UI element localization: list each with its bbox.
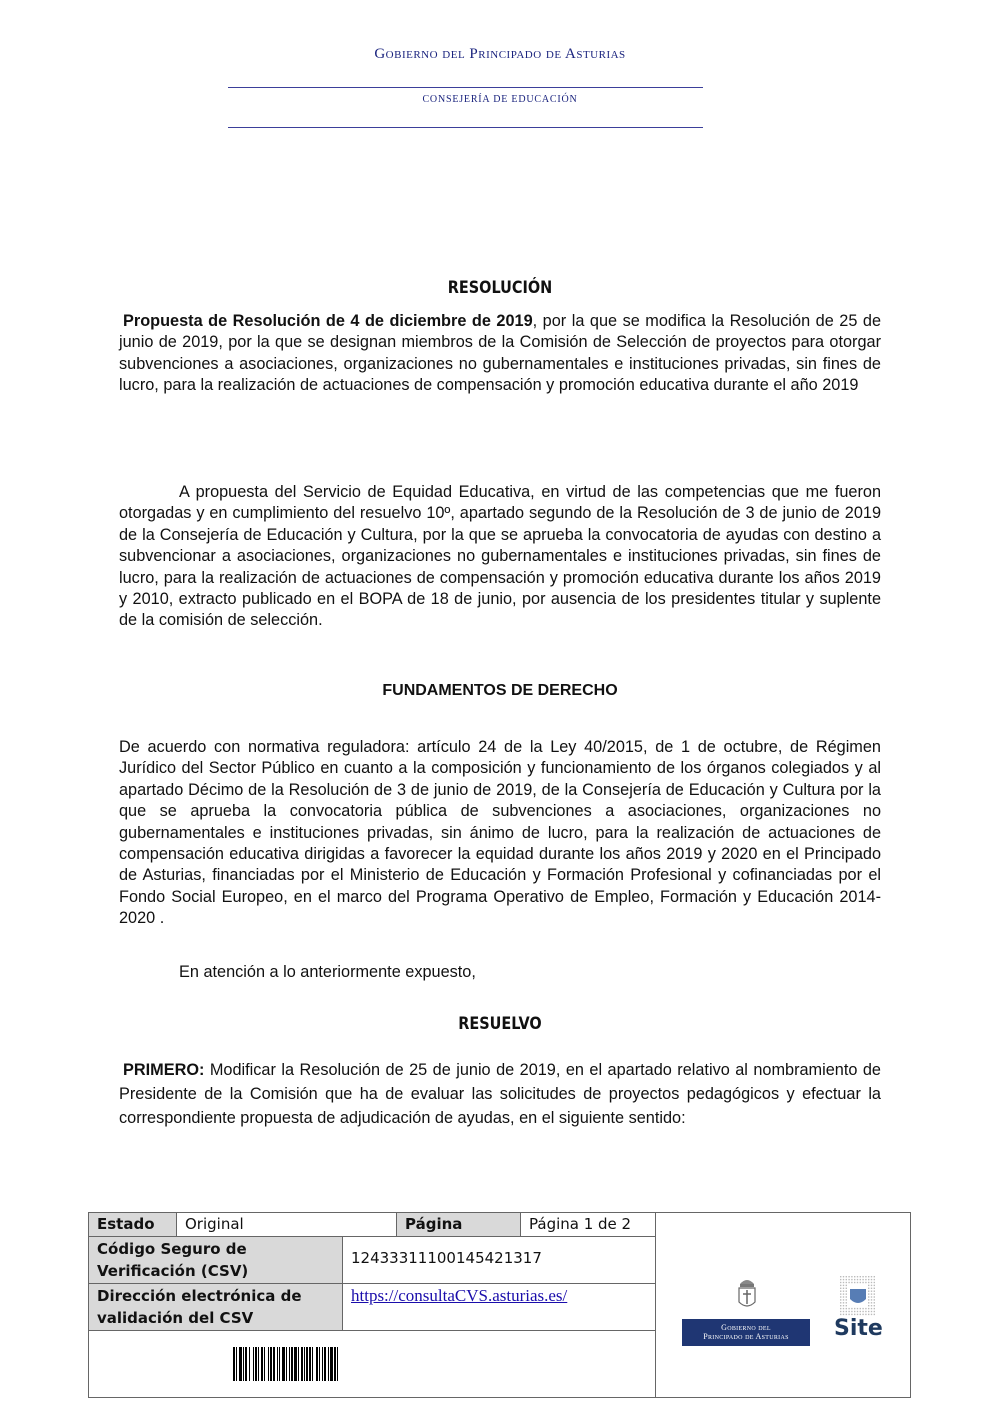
paragraph-propuesta: A propuesta del Servicio de Equidad Educativa, en virtud de las competencias que me fueron otorgadas y en cumplimiento del resuelvo 10º, apartado segundo de la Resolución de 3 de junio de 2019 de la Consejería de Educación y Cultura, por la que se aprueba la convocatoria de ayudas con destino a subvencionar a asociaciones, organizaciones no gubernamentales e instituciones privadas, sin fines de lucro, para la realización de actuaciones de compensación y promoción educativa durante los años 2019 y 2010, extracto publicado en el BOPA de 18 de junio, por ausencia de los presidentes titular y suplente de la comisión de selección.	[119, 483, 881, 630]
logos	[656, 1213, 910, 1397]
letterhead-rule-bottom	[228, 127, 703, 128]
barcode	[233, 1347, 340, 1381]
coat-of-arms-icon	[736, 1275, 758, 1311]
paragraph-atencion: En atención a lo anteriormente expuesto,	[179, 963, 476, 981]
url-label: Dirección electrónica de validación del CSV	[89, 1284, 343, 1331]
csv-info-panel	[89, 1213, 656, 1397]
letterhead-subtitle: CONSEJERÍA DE EDUCACIÓN	[422, 94, 578, 105]
estado-label: Estado	[89, 1213, 177, 1237]
section-resuelvo: RESUELVO	[458, 1014, 542, 1034]
section-fundamentos: FUNDAMENTOS DE DERECHO	[382, 682, 618, 699]
csv-value: 12433311100145421317	[343, 1237, 655, 1284]
csv-label: Código Seguro de Verificación (CSV)	[89, 1237, 343, 1284]
intro-paragraph	[119, 311, 881, 397]
csv-footer-table	[88, 1212, 911, 1398]
intro-text: , por la que se modifica la Resolución de 25 de junio de 2019, por la que se designan miembros de la Comisión de Selección de proyectos para otorgar subvenciones a asociaciones, organizaciones no gubernamentales e instituciones privadas, sin fines de lucro, para la realización de actuaciones de compensación y promoción educativa durante el año 2019	[119, 312, 881, 395]
gobierno-logo-line1: Gobierno del	[721, 1323, 771, 1332]
letterhead-title: Gobierno del Principado de Asturias	[374, 46, 626, 62]
site-grid-icon	[838, 1275, 878, 1317]
primero-bold: PRIMERO:	[123, 1061, 205, 1079]
paragraph-primero	[119, 1058, 881, 1130]
letterhead-rule-top	[228, 87, 703, 88]
primero-text: Modificar la Resolución de 25 de junio de 2019, en el apartado relativo al nombramiento de Presidente de la Comisión que ha de evaluar las solicitudes de proyectos pedagógicos y efectuar la correspondiente propuesta de adjudicación de ayudas, en el siguiente sentido:	[119, 1061, 881, 1127]
site-logo-text: Site	[834, 1316, 883, 1341]
intro-bold: Propuesta de Resolución de 4 de diciembre de 2019	[123, 312, 533, 330]
estado-value: Original	[177, 1213, 397, 1237]
gobierno-logo	[682, 1319, 810, 1346]
pagina-label: Página	[397, 1213, 521, 1237]
url-cell	[343, 1284, 655, 1331]
pagina-value: Página 1 de 2	[521, 1213, 655, 1237]
barcode-bar	[338, 1347, 340, 1381]
paragraph-fundamentos: De acuerdo con normativa reguladora: artículo 24 de la Ley 40/2015, de 1 de octubre, de Régimen Jurídico del Sector Público en cuanto a la composición y funcionamiento de los órganos colegiados y al apartado Décimo de la Resolución de 3 de junio de 2019, de la Consejería de Educación y Cultura por la que se aprueba la convocatoria pública de subvenciones a asociaciones, organizaciones no gubernamentales e instituciones privadas, sin ánimo de lucro, para la realización de actuaciones de compensación educativa dirigidas a favorecer la equidad durante los años 2019 y 2020 en el Principado de Asturias, financiadas por el Ministerio de Educación y Formación Profesional y cofinanciadas por el Fondo Social Europeo, en el marco del Programa Operativo de Empleo, Formación y Educación 2014-2020 .	[119, 738, 881, 928]
csv-validation-link[interactable]: https://consultaCVS.asturias.es/	[351, 1286, 568, 1305]
document-title: RESOLUCIÓN	[447, 278, 553, 298]
gobierno-logo-line2: Principado de Asturias	[703, 1332, 789, 1341]
